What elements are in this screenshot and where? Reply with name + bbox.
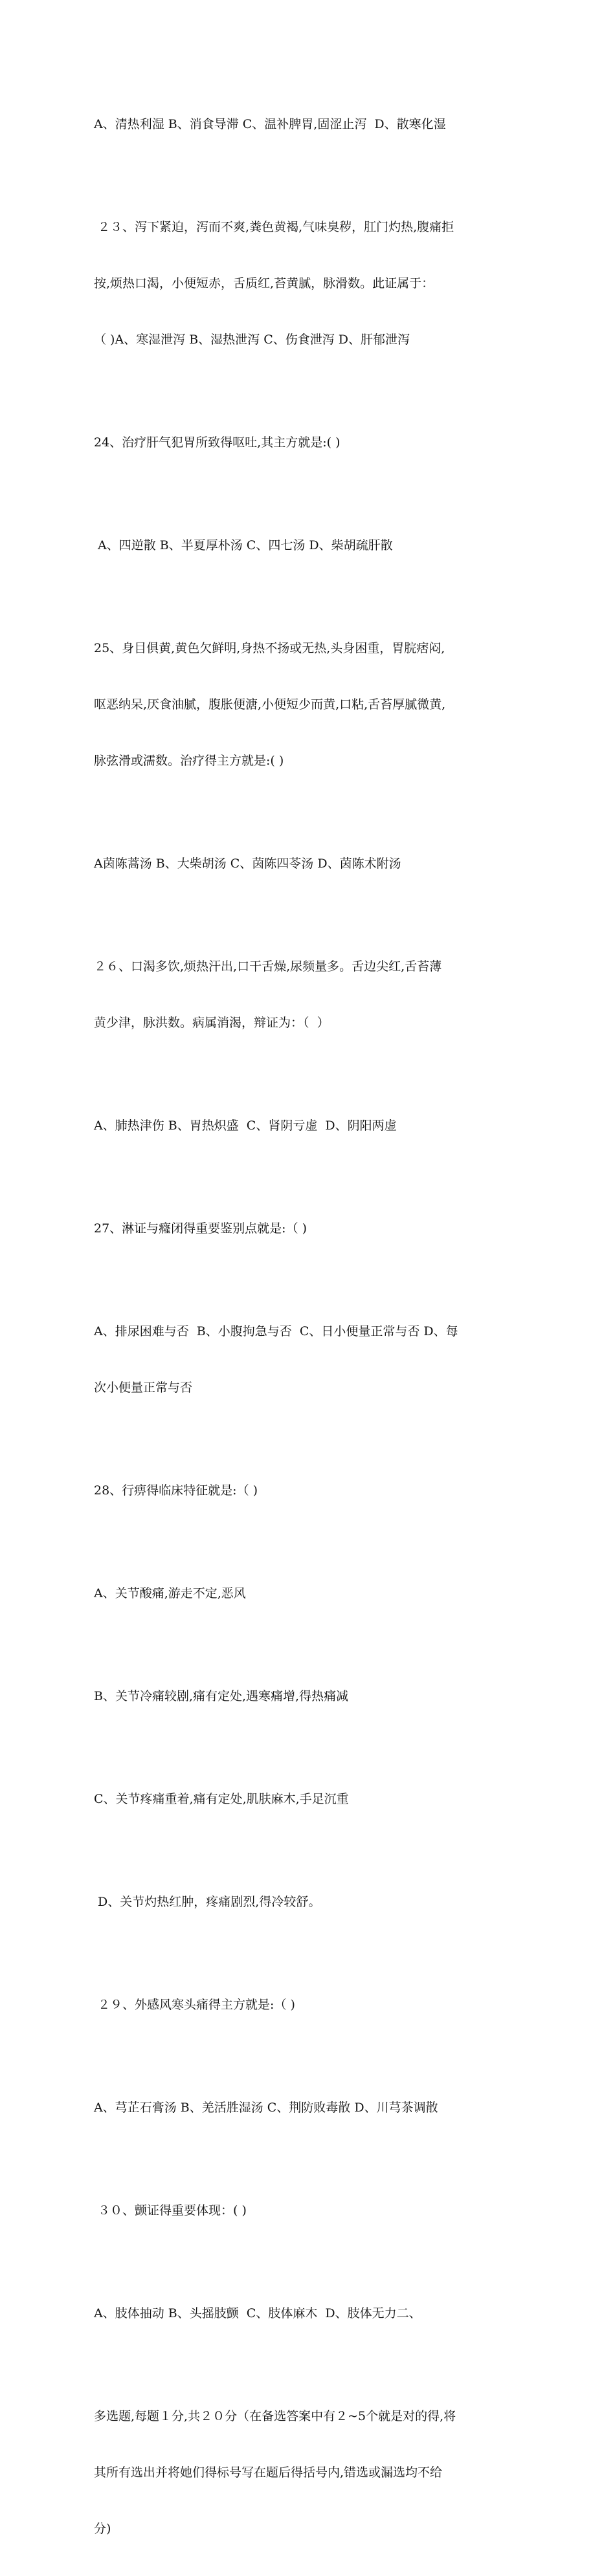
text-line: ２３、泻下紧迫，泻而不爽,粪色黄褐,气味臭秽，肛门灼热,腹痛拒	[94, 220, 454, 234]
paragraph-options-30	[94, 2267, 524, 2361]
paragraph-question-26	[94, 920, 524, 1070]
paragraph-option-28-d	[94, 1855, 524, 1949]
paragraph-question-25	[94, 602, 524, 808]
paragraph-options-29	[94, 2061, 524, 2155]
text-line: ２６、口渴多饮,烦热汗出,口干舌燥,尿频量多。舌边尖红,舌苔薄	[94, 959, 442, 974]
text-line: 次小便量正常与否	[94, 1381, 193, 1395]
paragraph-options-27	[94, 1285, 524, 1435]
paragraph-question-24	[94, 396, 524, 490]
paragraph-option-28-a	[94, 1547, 524, 1641]
text-line: A、肺热津伤 B、胃热炽盛 C、肾阴亏虚 D、阴阳两虚	[94, 1119, 397, 1133]
paragraph-options-24	[94, 499, 524, 593]
text-line: 按,烦热口渴，小便短赤，舌质红,苔黄腻，脉滑数。此证属于：	[94, 276, 434, 290]
text-line: 分)	[94, 2522, 111, 2536]
text-line: A、芎芷石膏汤 B、羌活胜湿汤 C、荆防败毒散 D、川芎茶调散	[94, 2101, 438, 2115]
text-line: A、四逆散 B、半夏厚朴汤 C、四七汤 D、柴胡疏肝散	[94, 538, 393, 552]
text-line: 其所有选出并将她们得标号写在题后得括号内,错选或漏选均不给	[94, 2465, 443, 2480]
text-line: 多选题,每题１分,共２０分（在备选答案中有２~5个就是对的得,将	[94, 2409, 456, 2423]
paragraph-section-multiple-choice	[94, 2370, 524, 2576]
text-line: ２９、外感风寒头痛得主方就是:（ )	[94, 1998, 295, 2012]
text-line: 27、淋证与癃闭得重要鉴别点就是:（ )	[94, 1221, 308, 1236]
text-line: A、肢体抽动 B、头摇肢颤 C、肢体麻木 D、肢体无力二、	[94, 2306, 421, 2320]
paragraph-options-22	[94, 78, 524, 171]
paragraph-options-26	[94, 1079, 524, 1173]
paragraph-option-28-b	[94, 1650, 524, 1743]
text-line: D、关节灼热红肿，疼痛剧烈,得冷较舒。	[94, 1895, 321, 1909]
text-line: 黄少津，脉洪数。病属消渴，辩证为：（ ）	[94, 1016, 330, 1030]
text-line: ３０、颤证得重要体现：( )	[94, 2203, 247, 2218]
text-line: 24、治疗肝气犯胃所致得呕吐,其主方就是:( )	[94, 435, 341, 450]
text-line: A、关节酸痛,游走不定,恶风	[94, 1586, 246, 1600]
text-line: （ )A、寒湿泄泻 B、湿热泄泻 C、伤食泄泻 D、肝郁泄泻	[94, 333, 410, 347]
text-line: B、关节冷痛较剧,痛有定处,遇寒痛增,得热痛减	[94, 1689, 349, 1703]
text-line: C、关节疼痛重着,痛有定处,肌肤麻木,手足沉重	[94, 1792, 349, 1806]
paragraph-question-29	[94, 1958, 524, 2052]
text-line: A茵陈蒿汤 B、大柴胡汤 C、茵陈四苓汤 D、茵陈术附汤	[94, 857, 401, 871]
text-line: 呕恶纳呆,厌食油腻，腹胀便溏,小便短少而黄,口粘,舌苔厚腻微黄,	[94, 697, 446, 712]
text-line: 脉弦滑或濡数。治疗得主方就是:( )	[94, 754, 284, 768]
text-line: A、排尿困难与否 B、小腹拘急与否 C、日小便量正常与否 D、每	[94, 1324, 458, 1338]
paragraph-options-25	[94, 817, 524, 911]
paragraph-option-28-c	[94, 1752, 524, 1846]
text-line: A、清热利湿 B、消食导滞 C、温补脾胃,固涩止泻 D、散寒化湿	[94, 117, 446, 131]
paragraph-question-30	[94, 2164, 524, 2258]
text-line: 25、身目俱黄,黄色欠鲜明,身热不扬或无热,头身困重，胃脘痞闷,	[94, 641, 445, 655]
paragraph-question-23	[94, 180, 524, 387]
text-line: 28、行痹得临床特征就是:（ )	[94, 1483, 258, 1498]
paragraph-question-28	[94, 1444, 524, 1538]
paragraph-question-27	[94, 1182, 524, 1276]
